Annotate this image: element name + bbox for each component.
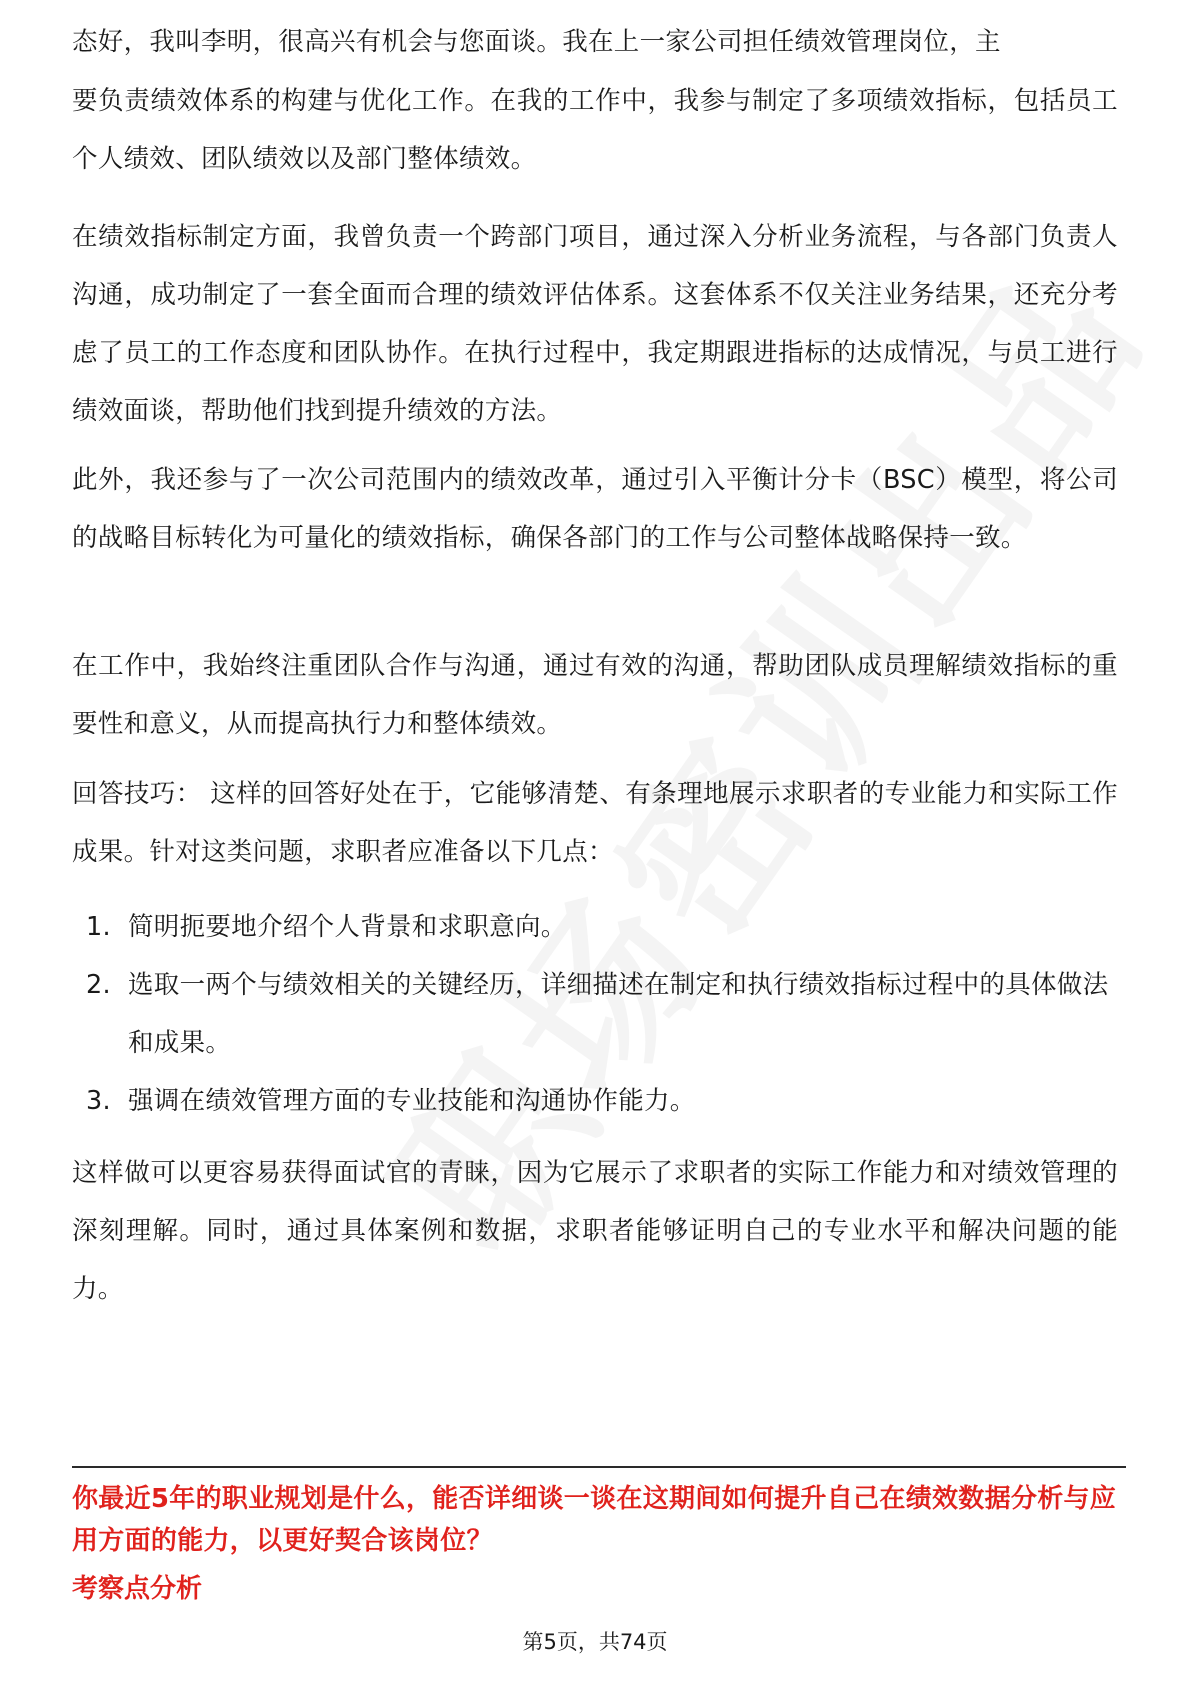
- paragraph-teamwork: 在工作中，我始终注重团队合作与沟通，通过有效的沟通，帮助团队成员理解绩效指标的重要性和意义，从而提高执行力和整体绩效。: [72, 651, 1118, 739]
- list-item-text: 选取一两个与绩效相关的关键经历，详细描述在制定和执行绩效指标过程中的具体做法和成果。: [128, 970, 1109, 1058]
- list-item-number: 3.: [86, 1086, 111, 1116]
- partial-text-line: 态好，我叫李明，很高兴有机会与您面谈。我在上一家公司担任绩效管理岗位，主: [72, 27, 1001, 57]
- paragraph-tips: 回答技巧： 这样的回答好处在于，它能够清楚、有条理地展示求职者的专业能力和实际工作成果。针对这类问题，求职者应准备以下几点：: [72, 779, 1118, 867]
- paragraph-intro: 要负责绩效体系的构建与优化工作。在我的工作中，我参与制定了多项绩效指标，包括员工个人绩效、团队绩效以及部门整体绩效。: [72, 86, 1118, 174]
- list-item-text: 简明扼要地介绍个人背景和求职意向。: [128, 912, 567, 942]
- section-divider: [72, 1466, 1126, 1468]
- paragraph-closing: 这样做可以更容易获得面试官的青睐，因为它展示了求职者的实际工作能力和对绩效管理的深刻理解。同时，通过具体案例和数据，求职者能够证明自己的专业水平和解决问题的能力。: [72, 1158, 1118, 1304]
- paragraph-metrics: 在绩效指标制定方面，我曾负责一个跨部门项目，通过深入分析业务流程，与各部门负责人沟通，成功制定了一套全面而合理的绩效评估体系。这套体系不仅关注业务结果，还充分考虑了员工的工作态度和团队协作。在执行过程中，我定期跟进指标的达成情况，与员工进行绩效面谈，帮助他们找到提升绩效的方法。: [72, 222, 1118, 426]
- tips-list: [72, 898, 1118, 1130]
- paragraph-reform: 此外，我还参与了一次公司范围内的绩效改革，通过引入平衡计分卡（BSC）模型，将公司的战略目标转化为可量化的绩效指标，确保各部门的工作与公司整体战略保持一致。: [72, 465, 1118, 553]
- list-item-text: 强调在绩效管理方面的专业技能和沟通协作能力。: [128, 1086, 696, 1116]
- list-item: [72, 956, 1118, 1072]
- list-item-number: 1.: [86, 912, 111, 942]
- analysis-subheading: 考察点分析: [72, 1574, 203, 1604]
- page-footer: 第5页，共74页: [522, 1630, 668, 1654]
- list-item: [72, 1072, 1118, 1130]
- list-item-number: 2.: [86, 970, 111, 1000]
- question-heading: 你最近5年的职业规划是什么，能否详细谈一谈在这期间如何提升自己在绩效数据分析与应用方面的能力，以更好契合该岗位？: [72, 1484, 1117, 1556]
- list-item: [72, 898, 1118, 956]
- clipped-top-line: [72, 0, 1118, 70]
